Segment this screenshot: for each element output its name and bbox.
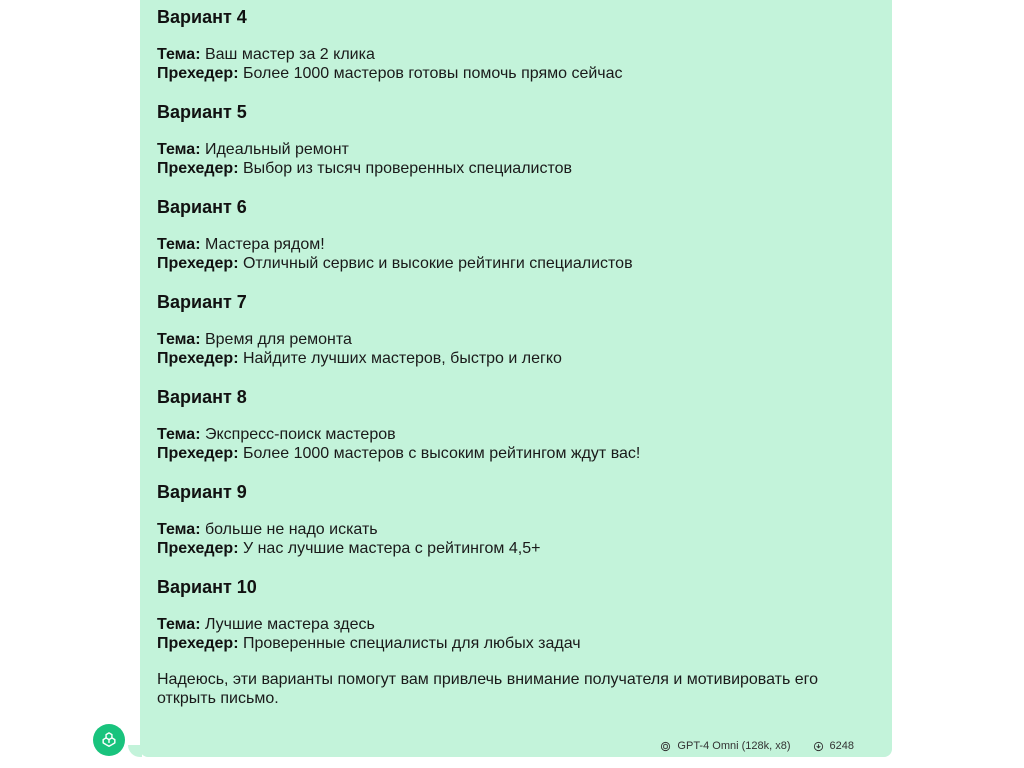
preheader-text: Выбор из тысяч проверенных специалистов [242, 160, 573, 177]
variant-block [157, 576, 875, 653]
preheader-label: Прехедер: [157, 540, 239, 557]
preheader-label: Прехедер: [157, 65, 239, 82]
preheader-line [157, 64, 875, 83]
theme-label: Тема: [157, 141, 201, 158]
theme-line [157, 330, 875, 349]
theme-line [157, 235, 875, 254]
variant-heading: Вариант 10 [157, 577, 257, 597]
preheader-line [157, 159, 875, 178]
download-circle-icon [813, 741, 824, 752]
openai-logo-icon [660, 741, 671, 752]
theme-line [157, 425, 875, 444]
theme-line [157, 520, 875, 539]
theme-label: Тема: [157, 616, 201, 633]
variant-heading: Вариант 6 [157, 197, 247, 217]
closing-text: Надеюсь, эти варианты помогут вам привлечь внимание получателя и мотивировать его открыть письмо. [157, 671, 819, 707]
theme-text: Идеальный ремонт [204, 141, 349, 158]
variant-block [157, 196, 875, 273]
theme-line [157, 140, 875, 159]
preheader-line [157, 349, 875, 368]
theme-label: Тема: [157, 46, 201, 63]
preheader-line [157, 539, 875, 558]
model-label: GPT-4 Omni (128k, x8) [677, 740, 791, 752]
openai-logo-icon [99, 730, 119, 750]
theme-label: Тема: [157, 236, 201, 253]
preheader-label: Прехедер: [157, 635, 239, 652]
assistant-avatar [93, 724, 125, 756]
variant-heading: Вариант 4 [157, 7, 247, 27]
variant-heading: Вариант 8 [157, 387, 247, 407]
message-meta [660, 740, 854, 752]
preheader-label: Прехедер: [157, 160, 239, 177]
variant-heading: Вариант 7 [157, 292, 247, 312]
theme-text: Мастера рядом! [204, 236, 325, 253]
theme-label: Тема: [157, 426, 201, 443]
theme-label: Тема: [157, 521, 201, 538]
preheader-label: Прехедер: [157, 350, 239, 367]
variant-block [157, 386, 875, 463]
theme-text: больше не надо искать [204, 521, 378, 538]
variant-block [157, 291, 875, 368]
theme-line [157, 45, 875, 64]
preheader-text: Более 1000 мастеров готовы помочь прямо сейчас [242, 65, 623, 82]
assistant-message-bubble [140, 0, 892, 757]
theme-line [157, 615, 875, 634]
theme-text: Экспресс-поиск мастеров [204, 426, 396, 443]
variant-block [157, 481, 875, 558]
preheader-text: Найдите лучших мастеров, быстро и легко [242, 350, 562, 367]
preheader-text: У нас лучшие мастера с рейтингом 4,5+ [242, 540, 541, 557]
variant-block [157, 6, 875, 83]
variant-heading: Вариант 9 [157, 482, 247, 502]
preheader-text: Более 1000 мастеров с высоким рейтингом ждут вас! [242, 445, 641, 462]
preheader-line [157, 254, 875, 273]
variant-block [157, 101, 875, 178]
theme-text: Ваш мастер за 2 клика [204, 46, 375, 63]
preheader-line [157, 444, 875, 463]
variant-heading: Вариант 5 [157, 102, 247, 122]
preheader-text: Отличный сервис и высокие рейтинги специалистов [242, 255, 633, 272]
token-count: 6248 [829, 740, 854, 752]
preheader-line [157, 634, 875, 653]
preheader-text: Проверенные специалисты для любых задач [242, 635, 581, 652]
theme-label: Тема: [157, 331, 201, 348]
preheader-label: Прехедер: [157, 445, 239, 462]
theme-text: Время для ремонта [204, 331, 352, 348]
theme-text: Лучшие мастера здесь [204, 616, 375, 633]
preheader-label: Прехедер: [157, 255, 239, 272]
